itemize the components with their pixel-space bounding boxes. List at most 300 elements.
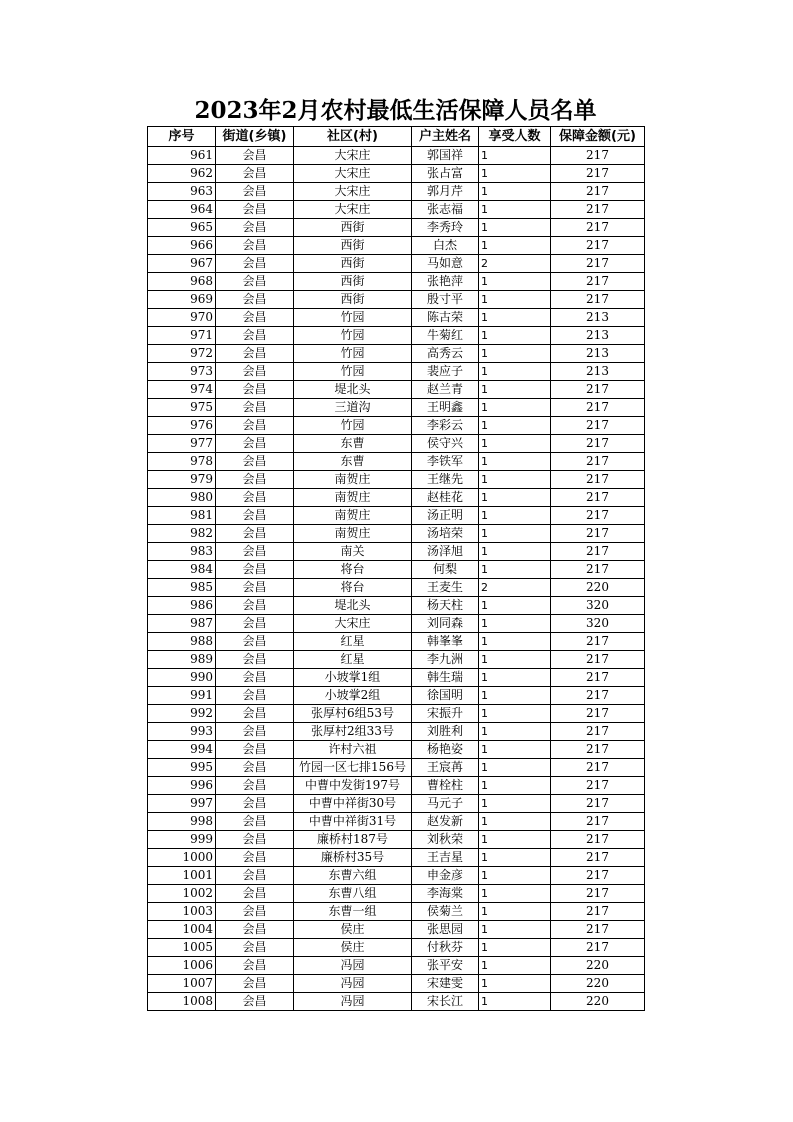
cell-householder: 宋长江 <box>412 993 479 1011</box>
cell-householder: 赵桂花 <box>412 489 479 507</box>
cell-community: 冯园 <box>294 975 412 993</box>
table-row <box>148 579 645 597</box>
table-header-row <box>148 127 645 147</box>
cell-street: 会昌 <box>216 975 294 993</box>
table-row <box>148 543 645 561</box>
cell-persons: 1 <box>479 795 551 813</box>
cell-street: 会昌 <box>216 777 294 795</box>
roster-table <box>147 126 645 1011</box>
cell-householder: 李海棠 <box>412 885 479 903</box>
cell-street: 会昌 <box>216 831 294 849</box>
cell-serial: 973 <box>148 363 216 381</box>
cell-amount: 217 <box>551 147 645 165</box>
cell-community: 大宋庄 <box>294 165 412 183</box>
cell-amount: 217 <box>551 417 645 435</box>
cell-persons: 1 <box>479 165 551 183</box>
cell-serial: 991 <box>148 687 216 705</box>
cell-street: 会昌 <box>216 309 294 327</box>
cell-persons: 1 <box>479 597 551 615</box>
cell-amount: 217 <box>551 165 645 183</box>
cell-amount: 217 <box>551 903 645 921</box>
cell-community: 大宋庄 <box>294 183 412 201</box>
cell-serial: 981 <box>148 507 216 525</box>
table-row <box>148 309 645 327</box>
cell-amount: 217 <box>551 651 645 669</box>
cell-persons: 1 <box>479 957 551 975</box>
cell-persons: 1 <box>479 759 551 777</box>
table-row <box>148 327 645 345</box>
header-serial: 序号 <box>148 127 216 147</box>
cell-street: 会昌 <box>216 543 294 561</box>
cell-amount: 217 <box>551 183 645 201</box>
cell-serial: 1002 <box>148 885 216 903</box>
table-row <box>148 903 645 921</box>
cell-amount: 217 <box>551 435 645 453</box>
cell-amount: 217 <box>551 687 645 705</box>
cell-amount: 217 <box>551 633 645 651</box>
cell-householder: 王吉星 <box>412 849 479 867</box>
cell-householder: 郭国祥 <box>412 147 479 165</box>
cell-persons: 1 <box>479 561 551 579</box>
cell-amount: 217 <box>551 237 645 255</box>
cell-street: 会昌 <box>216 327 294 345</box>
cell-householder: 郭月芹 <box>412 183 479 201</box>
cell-persons: 1 <box>479 525 551 543</box>
cell-street: 会昌 <box>216 993 294 1011</box>
cell-householder: 裴应子 <box>412 363 479 381</box>
cell-community: 冯园 <box>294 957 412 975</box>
cell-street: 会昌 <box>216 291 294 309</box>
cell-serial: 994 <box>148 741 216 759</box>
cell-persons: 1 <box>479 687 551 705</box>
cell-street: 会昌 <box>216 237 294 255</box>
cell-serial: 999 <box>148 831 216 849</box>
cell-community: 小坡掌2组 <box>294 687 412 705</box>
cell-persons: 1 <box>479 939 551 957</box>
cell-persons: 1 <box>479 543 551 561</box>
cell-householder: 宋建雯 <box>412 975 479 993</box>
cell-community: 西街 <box>294 255 412 273</box>
cell-street: 会昌 <box>216 525 294 543</box>
table-row <box>148 345 645 363</box>
cell-community: 竹园 <box>294 417 412 435</box>
cell-persons: 1 <box>479 813 551 831</box>
cell-amount: 217 <box>551 849 645 867</box>
cell-serial: 997 <box>148 795 216 813</box>
cell-street: 会昌 <box>216 381 294 399</box>
cell-serial: 990 <box>148 669 216 687</box>
table-row <box>148 615 645 633</box>
cell-persons: 1 <box>479 291 551 309</box>
cell-persons: 1 <box>479 219 551 237</box>
cell-householder: 汤泽旭 <box>412 543 479 561</box>
cell-persons: 1 <box>479 201 551 219</box>
cell-community: 竹园 <box>294 327 412 345</box>
table-row <box>148 741 645 759</box>
cell-street: 会昌 <box>216 813 294 831</box>
cell-persons: 2 <box>479 255 551 273</box>
cell-householder: 张平安 <box>412 957 479 975</box>
cell-serial: 969 <box>148 291 216 309</box>
cell-householder: 李铁军 <box>412 453 479 471</box>
cell-persons: 1 <box>479 777 551 795</box>
table-row <box>148 885 645 903</box>
cell-serial: 984 <box>148 561 216 579</box>
cell-persons: 1 <box>479 705 551 723</box>
cell-serial: 977 <box>148 435 216 453</box>
cell-householder: 汤培荣 <box>412 525 479 543</box>
cell-householder: 曹栓柱 <box>412 777 479 795</box>
cell-householder: 侯守兴 <box>412 435 479 453</box>
cell-householder: 白杰 <box>412 237 479 255</box>
cell-street: 会昌 <box>216 939 294 957</box>
cell-serial: 987 <box>148 615 216 633</box>
cell-community: 侯庄 <box>294 921 412 939</box>
cell-serial: 1004 <box>148 921 216 939</box>
cell-serial: 1007 <box>148 975 216 993</box>
cell-serial: 1000 <box>148 849 216 867</box>
cell-serial: 974 <box>148 381 216 399</box>
cell-householder: 宋振升 <box>412 705 479 723</box>
cell-serial: 995 <box>148 759 216 777</box>
table-row <box>148 561 645 579</box>
cell-street: 会昌 <box>216 903 294 921</box>
cell-householder: 李九洲 <box>412 651 479 669</box>
cell-amount: 213 <box>551 327 645 345</box>
cell-street: 会昌 <box>216 849 294 867</box>
table-row <box>148 417 645 435</box>
cell-persons: 1 <box>479 633 551 651</box>
cell-community: 东曹八组 <box>294 885 412 903</box>
cell-street: 会昌 <box>216 471 294 489</box>
cell-householder: 李秀玲 <box>412 219 479 237</box>
cell-amount: 217 <box>551 543 645 561</box>
table-row <box>148 399 645 417</box>
cell-community: 张厚村2组33号 <box>294 723 412 741</box>
cell-serial: 975 <box>148 399 216 417</box>
cell-householder: 汤正明 <box>412 507 479 525</box>
cell-community: 西街 <box>294 273 412 291</box>
table-row <box>148 255 645 273</box>
cell-community: 中曹中发街197号 <box>294 777 412 795</box>
cell-community: 西街 <box>294 219 412 237</box>
cell-community: 竹园 <box>294 363 412 381</box>
table-row <box>148 759 645 777</box>
cell-community: 廉桥村35号 <box>294 849 412 867</box>
cell-persons: 1 <box>479 417 551 435</box>
cell-community: 小坡掌1组 <box>294 669 412 687</box>
table-row <box>148 633 645 651</box>
cell-serial: 979 <box>148 471 216 489</box>
cell-amount: 217 <box>551 273 645 291</box>
cell-serial: 989 <box>148 651 216 669</box>
cell-community: 南贺庄 <box>294 471 412 489</box>
cell-amount: 213 <box>551 345 645 363</box>
cell-persons: 1 <box>479 273 551 291</box>
cell-amount: 220 <box>551 579 645 597</box>
cell-persons: 1 <box>479 741 551 759</box>
cell-serial: 961 <box>148 147 216 165</box>
cell-persons: 1 <box>479 921 551 939</box>
cell-persons: 1 <box>479 831 551 849</box>
cell-amount: 320 <box>551 615 645 633</box>
cell-householder: 刘胜利 <box>412 723 479 741</box>
table-row <box>148 453 645 471</box>
cell-community: 红星 <box>294 651 412 669</box>
cell-persons: 1 <box>479 489 551 507</box>
cell-householder: 张思园 <box>412 921 479 939</box>
cell-amount: 320 <box>551 597 645 615</box>
cell-amount: 217 <box>551 759 645 777</box>
cell-community: 红星 <box>294 633 412 651</box>
cell-amount: 217 <box>551 777 645 795</box>
cell-amount: 217 <box>551 453 645 471</box>
cell-amount: 217 <box>551 201 645 219</box>
header-community: 社区(村) <box>294 127 412 147</box>
cell-community: 竹园 <box>294 345 412 363</box>
cell-community: 堤北头 <box>294 381 412 399</box>
cell-community: 中曹中祥街31号 <box>294 813 412 831</box>
cell-serial: 985 <box>148 579 216 597</box>
table-row <box>148 291 645 309</box>
cell-householder: 王继先 <box>412 471 479 489</box>
cell-serial: 962 <box>148 165 216 183</box>
cell-serial: 982 <box>148 525 216 543</box>
cell-street: 会昌 <box>216 741 294 759</box>
table-row <box>148 651 645 669</box>
cell-street: 会昌 <box>216 165 294 183</box>
cell-street: 会昌 <box>216 147 294 165</box>
cell-persons: 1 <box>479 309 551 327</box>
cell-amount: 217 <box>551 291 645 309</box>
cell-serial: 1006 <box>148 957 216 975</box>
cell-street: 会昌 <box>216 219 294 237</box>
cell-householder: 赵兰青 <box>412 381 479 399</box>
cell-serial: 1003 <box>148 903 216 921</box>
cell-persons: 1 <box>479 507 551 525</box>
cell-serial: 996 <box>148 777 216 795</box>
cell-serial: 976 <box>148 417 216 435</box>
table-row <box>148 273 645 291</box>
cell-persons: 1 <box>479 453 551 471</box>
cell-street: 会昌 <box>216 633 294 651</box>
cell-householder: 张志福 <box>412 201 479 219</box>
cell-serial: 1001 <box>148 867 216 885</box>
table-row <box>148 705 645 723</box>
table-row <box>148 831 645 849</box>
cell-serial: 986 <box>148 597 216 615</box>
table-row <box>148 597 645 615</box>
cell-street: 会昌 <box>216 759 294 777</box>
cell-persons: 1 <box>479 237 551 255</box>
cell-street: 会昌 <box>216 867 294 885</box>
cell-community: 堤北头 <box>294 597 412 615</box>
cell-street: 会昌 <box>216 255 294 273</box>
cell-community: 南关 <box>294 543 412 561</box>
table-row <box>148 669 645 687</box>
cell-persons: 1 <box>479 147 551 165</box>
cell-street: 会昌 <box>216 705 294 723</box>
cell-amount: 217 <box>551 399 645 417</box>
table-row <box>148 489 645 507</box>
table-row <box>148 219 645 237</box>
cell-persons: 1 <box>479 669 551 687</box>
table-row <box>148 183 645 201</box>
cell-community: 大宋庄 <box>294 147 412 165</box>
table-row <box>148 813 645 831</box>
cell-householder: 殷寸平 <box>412 291 479 309</box>
cell-street: 会昌 <box>216 885 294 903</box>
cell-community: 大宋庄 <box>294 201 412 219</box>
cell-persons: 1 <box>479 435 551 453</box>
cell-serial: 983 <box>148 543 216 561</box>
cell-amount: 217 <box>551 867 645 885</box>
cell-serial: 968 <box>148 273 216 291</box>
cell-community: 大宋庄 <box>294 615 412 633</box>
cell-community: 南贺庄 <box>294 525 412 543</box>
cell-serial: 971 <box>148 327 216 345</box>
cell-community: 南贺庄 <box>294 489 412 507</box>
cell-amount: 217 <box>551 795 645 813</box>
cell-serial: 967 <box>148 255 216 273</box>
cell-street: 会昌 <box>216 921 294 939</box>
header-householder: 户主姓名 <box>412 127 479 147</box>
cell-serial: 992 <box>148 705 216 723</box>
header-amount: 保障金额(元) <box>551 127 645 147</box>
cell-amount: 217 <box>551 381 645 399</box>
cell-street: 会昌 <box>216 201 294 219</box>
table-row <box>148 957 645 975</box>
cell-householder: 高秀云 <box>412 345 479 363</box>
cell-street: 会昌 <box>216 579 294 597</box>
cell-serial: 972 <box>148 345 216 363</box>
cell-amount: 217 <box>551 669 645 687</box>
cell-community: 东曹六组 <box>294 867 412 885</box>
cell-serial: 988 <box>148 633 216 651</box>
cell-community: 东曹 <box>294 453 412 471</box>
table-row <box>148 867 645 885</box>
cell-street: 会昌 <box>216 795 294 813</box>
page-title: 2023年2月农村最低生活保障人员名单 <box>194 97 597 124</box>
header-persons: 享受人数 <box>479 127 551 147</box>
table-row <box>148 381 645 399</box>
cell-street: 会昌 <box>216 489 294 507</box>
cell-street: 会昌 <box>216 363 294 381</box>
table-row <box>148 147 645 165</box>
cell-serial: 980 <box>148 489 216 507</box>
cell-street: 会昌 <box>216 957 294 975</box>
cell-serial: 965 <box>148 219 216 237</box>
cell-persons: 1 <box>479 975 551 993</box>
cell-street: 会昌 <box>216 561 294 579</box>
cell-persons: 1 <box>479 363 551 381</box>
table-row <box>148 723 645 741</box>
cell-amount: 217 <box>551 813 645 831</box>
cell-amount: 217 <box>551 939 645 957</box>
table-row <box>148 525 645 543</box>
cell-persons: 1 <box>479 615 551 633</box>
table-row <box>148 777 645 795</box>
cell-persons: 1 <box>479 723 551 741</box>
cell-community: 张厚村6组53号 <box>294 705 412 723</box>
cell-householder: 马如意 <box>412 255 479 273</box>
cell-amount: 217 <box>551 921 645 939</box>
cell-serial: 970 <box>148 309 216 327</box>
cell-street: 会昌 <box>216 399 294 417</box>
cell-serial: 1008 <box>148 993 216 1011</box>
cell-householder: 刘同森 <box>412 615 479 633</box>
cell-persons: 1 <box>479 885 551 903</box>
cell-street: 会昌 <box>216 615 294 633</box>
cell-street: 会昌 <box>216 651 294 669</box>
cell-community: 廉桥村187号 <box>294 831 412 849</box>
cell-householder: 付秋芬 <box>412 939 479 957</box>
cell-persons: 1 <box>479 381 551 399</box>
table-body <box>148 147 645 1011</box>
cell-persons: 1 <box>479 903 551 921</box>
cell-amount: 217 <box>551 471 645 489</box>
table-row <box>148 435 645 453</box>
cell-amount: 217 <box>551 831 645 849</box>
cell-amount: 217 <box>551 705 645 723</box>
cell-householder: 韩峯峯 <box>412 633 479 651</box>
cell-persons: 1 <box>479 345 551 363</box>
cell-persons: 1 <box>479 183 551 201</box>
cell-amount: 217 <box>551 219 645 237</box>
table-row <box>148 939 645 957</box>
cell-street: 会昌 <box>216 687 294 705</box>
cell-street: 会昌 <box>216 273 294 291</box>
cell-amount: 217 <box>551 525 645 543</box>
table-row <box>148 237 645 255</box>
cell-householder: 张艳萍 <box>412 273 479 291</box>
cell-serial: 1005 <box>148 939 216 957</box>
table-row <box>148 795 645 813</box>
cell-householder: 何梨 <box>412 561 479 579</box>
table-row <box>148 921 645 939</box>
cell-persons: 1 <box>479 651 551 669</box>
cell-serial: 998 <box>148 813 216 831</box>
cell-householder: 侯菊兰 <box>412 903 479 921</box>
table-row <box>148 993 645 1011</box>
cell-community: 竹园 <box>294 309 412 327</box>
cell-community: 将台 <box>294 561 412 579</box>
cell-serial: 993 <box>148 723 216 741</box>
cell-persons: 1 <box>479 867 551 885</box>
cell-serial: 966 <box>148 237 216 255</box>
cell-householder: 马元子 <box>412 795 479 813</box>
cell-amount: 217 <box>551 561 645 579</box>
cell-serial: 978 <box>148 453 216 471</box>
cell-amount: 217 <box>551 885 645 903</box>
cell-street: 会昌 <box>216 723 294 741</box>
cell-amount: 217 <box>551 489 645 507</box>
cell-street: 会昌 <box>216 669 294 687</box>
cell-persons: 2 <box>479 579 551 597</box>
cell-householder: 申金彦 <box>412 867 479 885</box>
table-row <box>148 687 645 705</box>
cell-householder: 杨天柱 <box>412 597 479 615</box>
cell-street: 会昌 <box>216 453 294 471</box>
cell-amount: 220 <box>551 993 645 1011</box>
cell-street: 会昌 <box>216 183 294 201</box>
cell-community: 东曹 <box>294 435 412 453</box>
cell-persons: 1 <box>479 327 551 345</box>
table-row <box>148 471 645 489</box>
cell-serial: 964 <box>148 201 216 219</box>
cell-householder: 王麦生 <box>412 579 479 597</box>
table-row <box>148 849 645 867</box>
